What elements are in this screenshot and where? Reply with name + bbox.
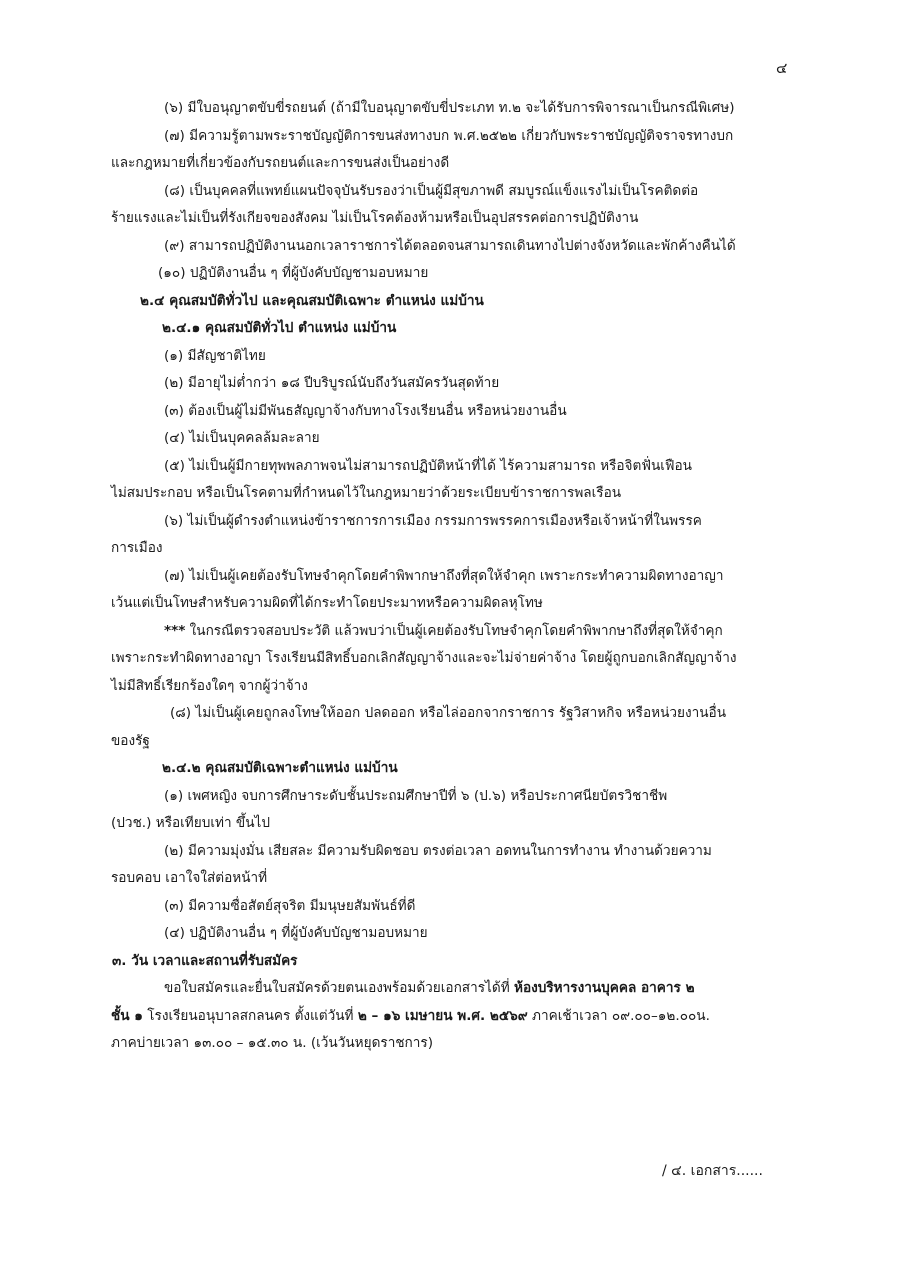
general-qual-line: (๘) ไม่เป็นผู้เคยถูกลงโทษให้ออก ปลดออก หรือไล่ออกจากราชการ รัฐวิสาหกิจ หรือหน่วยงานอื่น (170, 705, 727, 721)
qual-line: (๘) เป็นบุคคลที่แพทย์แผนปัจจุบันรับรองว่าเป็นผู้มีสุขภาพดี สมบูรณ์แข็งแรงไม่เป็นโรคติดต่อ (164, 183, 699, 199)
note-line (164, 621, 723, 641)
general-qual-line: เว้นแต่เป็นโทษสำหรับความผิดที่ได้กระทำโดยประมาทหรือความผิดลหุโทษ (111, 595, 543, 611)
application-line (111, 1006, 710, 1026)
general-qual-line: (๑) มีสัญชาติไทย (164, 348, 266, 364)
qual-line: (๗) มีความรู้ตามพระราชบัญญัติการขนส่งทางบก พ.ศ.๒๕๒๒ เกี่ยวกับพระราชบัญญัติจราจรทางบก (164, 128, 734, 144)
section-heading-2-4-1: ๒.๔.๑ คุณสมบัติทั่วไป ตำแหน่ง แม่บ้าน (162, 320, 397, 336)
specific-qual-line: (๑) เพศหญิง จบการศึกษาระดับชั้นประถมศึกษาปีที่ ๖ (ป.๖) หรือประกาศนียบัตรวิชาชีพ (164, 788, 668, 804)
qual-line: (๙) สามารถปฏิบัติงานนอกเวลาราชการได้ตลอดจนสามารถเดินทางไปต่างจังหวัดและพักค้างคืนได้ (164, 238, 736, 254)
application-line: ภาคบ่ายเวลา ๑๓.๐๐ – ๑๕.๓๐ น. (เว้นวันหยุดราชการ) (111, 1035, 434, 1051)
note-line: ไม่มีสิทธิ์เรียกร้องใดๆ จากผู้ว่าจ้าง (111, 678, 308, 694)
application-text: โรงเรียนอนุบาลสกลนคร ตั้งแต่วันที่ (142, 1008, 358, 1024)
qual-line: ร้ายแรงและไม่เป็นที่รังเกียจของสังคม ไม่เป็นโรคต้องห้ามหรือเป็นอุปสรรคต่อการปฏิบัติงาน (111, 210, 639, 226)
qual-line: (๑๐) ปฏิบัติงานอื่น ๆ ที่ผู้บังคับบัญชามอบหมาย (158, 265, 429, 281)
page-number: ๔ (776, 59, 788, 77)
general-qual-line: (๕) ไม่เป็นผู้มีกายทุพพลภาพจนไม่สามารถปฏิบัติหน้าที่ได้ ไร้ความสามารถ หรือจิตฟั่นเฟือน (164, 458, 692, 474)
application-location: ห้องบริหารงานบุคคล อาคาร ๒ (513, 980, 695, 996)
footer-continuation: / ๔. เอกสาร...... (662, 1163, 763, 1179)
note-marker: *** (164, 623, 186, 639)
general-qual-line: ไม่สมประกอบ หรือเป็นโรคตามที่กำหนดไว้ในกฎหมายว่าด้วยระเบียบข้าราชการพลเรือน (111, 485, 622, 501)
general-qual-line: การเมือง (111, 540, 163, 556)
section-heading-2-4-2: ๒.๔.๒ คุณสมบัติเฉพาะตำแหน่ง แม่บ้าน (162, 760, 398, 776)
specific-qual-line: รอบคอบ เอาใจใส่ต่อหน้าที่ (111, 870, 268, 886)
general-qual-line: (๓) ต้องเป็นผู้ไม่มีพันธสัญญาจ้างกับทางโรงเรียนอื่น หรือหน่วยงานอื่น (164, 403, 567, 419)
specific-qual-line: (๔) ปฏิบัติงานอื่น ๆ ที่ผู้บังคับบัญชามอบหมาย (164, 925, 428, 941)
application-morning-time: ภาคเช้าเวลา ๐๙.๐๐–๑๒.๐๐น. (527, 1008, 710, 1024)
application-text: ขอใบสมัครและยื่นใบสมัครด้วยตนเองพร้อมด้วยเอกสารได้ที่ (164, 980, 514, 996)
specific-qual-line: (๒) มีความมุ่งมั่น เสียสละ มีความรับผิดชอบ ตรงต่อเวลา อดทนในการทำงาน ทำงานด้วยความ (164, 843, 712, 859)
qual-line: (๖) มีใบอนุญาตขับขี่รถยนต์ (ถ้ามีใบอนุญาตขับขี่ประเภท ท.๒ จะได้รับการพิจารณาเป็นกรณีพิเศษ) (164, 100, 735, 116)
application-line (164, 978, 695, 998)
note-line: เพราะกระทำผิดทางอาญา โรงเรียนมีสิทธิ์บอกเลิกสัญญาจ้างและจะไม่จ่ายค่าจ้าง โดยผู้ถูกบอกเลิกสัญญาจ้าง (111, 650, 737, 666)
application-dates: ๒ – ๑๖ เมษายน พ.ศ. ๒๕๖๙ (357, 1008, 528, 1024)
specific-qual-line: (๓) มีความซื่อสัตย์สุจริต มีมนุษยสัมพันธ์ที่ดี (164, 898, 416, 914)
qual-line: และกฎหมายที่เกี่ยวข้องกับรถยนต์และการขนส่งเป็นอย่างดี (111, 155, 450, 171)
general-qual-line: (๗) ไม่เป็นผู้เคยต้องรับโทษจำคุกโดยคำพิพากษาถึงที่สุดให้จำคุก เพราะกระทำความผิดทางอาญา (164, 568, 724, 584)
note-text: ในกรณีตรวจสอบประวัติ แล้วพบว่าเป็นผู้เคยต้องรับโทษจำคุกโดยคำพิพากษาถึงที่สุดให้จำคุก (185, 623, 723, 639)
general-qual-line: (๖) ไม่เป็นผู้ดำรงตำแหน่งข้าราชการการเมือง กรรมการพรรคการเมืองหรือเจ้าหน้าที่ในพรรค (164, 513, 702, 529)
general-qual-line: (๔) ไม่เป็นบุคคลล้มละลาย (164, 430, 320, 446)
section-heading-3: ๓. วัน เวลาและสถานที่รับสมัคร (112, 953, 298, 969)
specific-qual-line: (ปวช.) หรือเทียบเท่า ขึ้นไป (111, 815, 270, 831)
application-floor: ชั้น ๑ (111, 1008, 143, 1024)
section-heading-2-4: ๒.๔ คุณสมบัติทั่วไป และคุณสมบัติเฉพาะ ตำแหน่ง แม่บ้าน (140, 293, 484, 309)
general-qual-line: (๒) มีอายุไม่ต่ำกว่า ๑๘ ปีบริบูรณ์นับถึงวันสมัครวันสุดท้าย (164, 375, 500, 391)
general-qual-line: ของรัฐ (111, 733, 150, 749)
